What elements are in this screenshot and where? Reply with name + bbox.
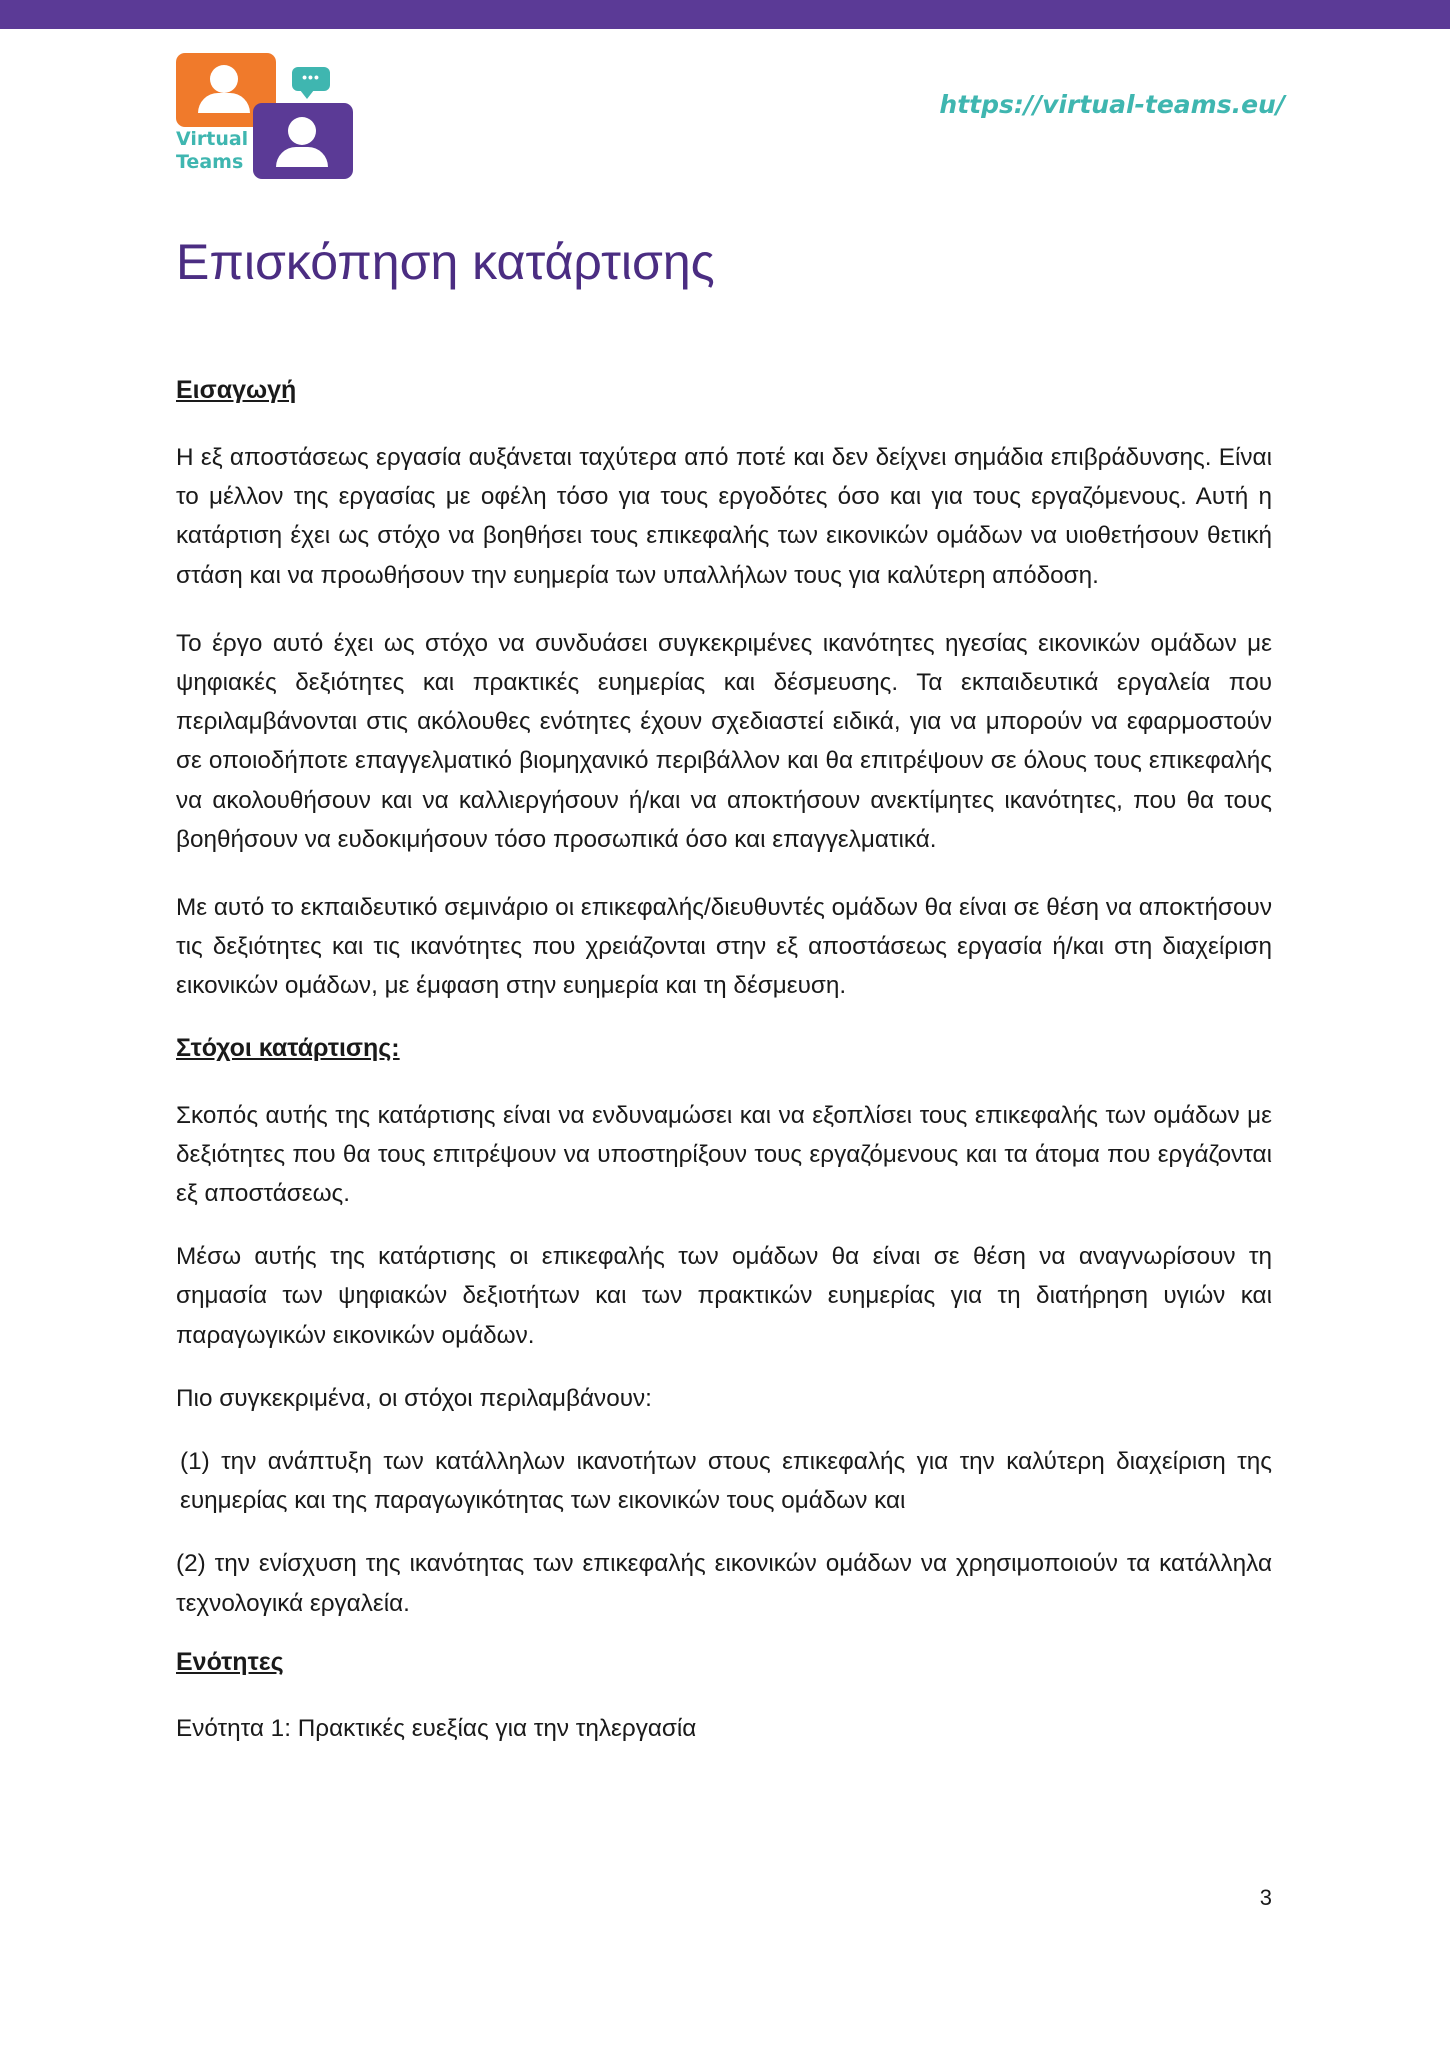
chat-bubble-icon: •••: [292, 67, 330, 91]
site-url-link[interactable]: https://virtual-teams.eu/: [939, 90, 1285, 119]
unit-item-1: Ενότητα 1: Πρακτικές ευεξίας για την τηλεργασία: [176, 1714, 697, 1742]
page-number: 3: [1259, 1885, 1272, 1910]
top-accent-bar: [0, 0, 1450, 29]
goals-paragraph-1: Σκοπός αυτής της κατάρτισης είναι να ενδυναμώσει και να εξοπλίσει τους επικεφαλής των ομάδων με δεξιότητες που θα τους επιτρέψουν να υποστηρίξουν τους εργαζόμενους και τα άτομα που εργάζονται εξ αποστάσεως.: [176, 1101, 1272, 1208]
intro-paragraph-1: Η εξ αποστάσεως εργασία αυξάνεται ταχύτερα από ποτέ και δεν δείχνει σημάδια επιβράδυνσης. Είναι το μέλλον της εργασίας με οφέλη τόσο για τους εργοδότες όσο και για τους εργαζόμενους. Αυτή η κατάρτιση έχει ως στόχο να βοηθήσει τους επικεφαλής των εικονικών ομάδων να υιοθετήσουν θετική στάση και να προωθήσουν την ευημερία των υπαλλήλων τους για καλύτερη απόδοση.: [176, 444, 1272, 589]
logo-text-teams: Teams: [176, 151, 244, 173]
document-body: [176, 228, 1272, 1748]
section-heading-goals: Στόχοι κατάρτισης:: [176, 1033, 400, 1062]
logo-purple-tile: [253, 103, 353, 179]
goal-item-1: (1) την ανάπτυξη των κατάλληλων ικανοτήτων στους επικεφαλής για την καλύτερη διαχείριση της ευημερίας και της παραγωγικότητας των εικονικών τους ομάδων και: [180, 1448, 1272, 1515]
section-heading-units: Ενότητες: [176, 1647, 284, 1676]
intro-paragraph-3: Με αυτό το εκπαιδευτικό σεμινάριο οι επικεφαλής/διευθυντές ομάδων θα είναι σε θέση να αποκτήσουν τις δεξιότητες και τις ικανότητες που χρειάζονται στην εξ αποστάσεως εργασία ή/και στη διαχείριση εικονικών ομάδων, με έμφαση στην ευημερία και τη δέσμευση.: [176, 894, 1272, 1000]
goals-paragraph-2: Μέσω αυτής της κατάρτισης οι επικεφαλής των ομάδων θα είναι σε θέση να αναγνωρίσουν τη σημασία των ψηφιακών δεξιοτήτων και των πρακτικών ευημερίας για τη διατήρηση υγιών και παραγωγικών εικονικών ομάδων.: [176, 1243, 1272, 1349]
section-heading-intro: Εισαγωγή: [176, 376, 297, 404]
goals-intro-line: Πιο συγκεκριμένα, οι στόχοι περιλαμβάνουν:: [176, 1384, 652, 1412]
goal-item-2: (2) την ενίσχυση της ικανότητας των επικεφαλής εικονικών ομάδων να χρησιμοποιούν τα κατάλληλα τεχνολογικά εργαλεία.: [176, 1550, 1272, 1617]
intro-paragraph-2: Το έργο αυτό έχει ως στόχο να συνδυάσει συγκεκριμένες ικανότητες ηγεσίας εικονικών ομάδων με ψηφιακές δεξιότητες και πρακτικές ευημερίας και δέσμευσης. Τα εκπαιδευτικά εργαλεία που περιλαμβάνονται στις ακόλουθες ενότητες έχουν σχεδιαστεί ειδικά, για να μπορούν να εφαρμοστούν σε οποιοδήποτε επαγγελματικό βιομηχανικό περιβάλλον και θα επιτρέψουν σε όλους τους επικεφαλής να ακολουθήσουν και να καλλιεργήσουν ή/και να αποκτήσουν ανεκτίμητες ικανότητες, που θα τους βοηθήσουν να ευδοκιμήσουν τόσο προσωπικά όσο και επαγγελματικά.: [176, 629, 1272, 853]
logo-text-virtual: Virtual: [176, 128, 249, 150]
virtual-teams-logo: [176, 53, 354, 179]
page-title: Επισκόπηση κατάρτισης: [176, 234, 715, 290]
